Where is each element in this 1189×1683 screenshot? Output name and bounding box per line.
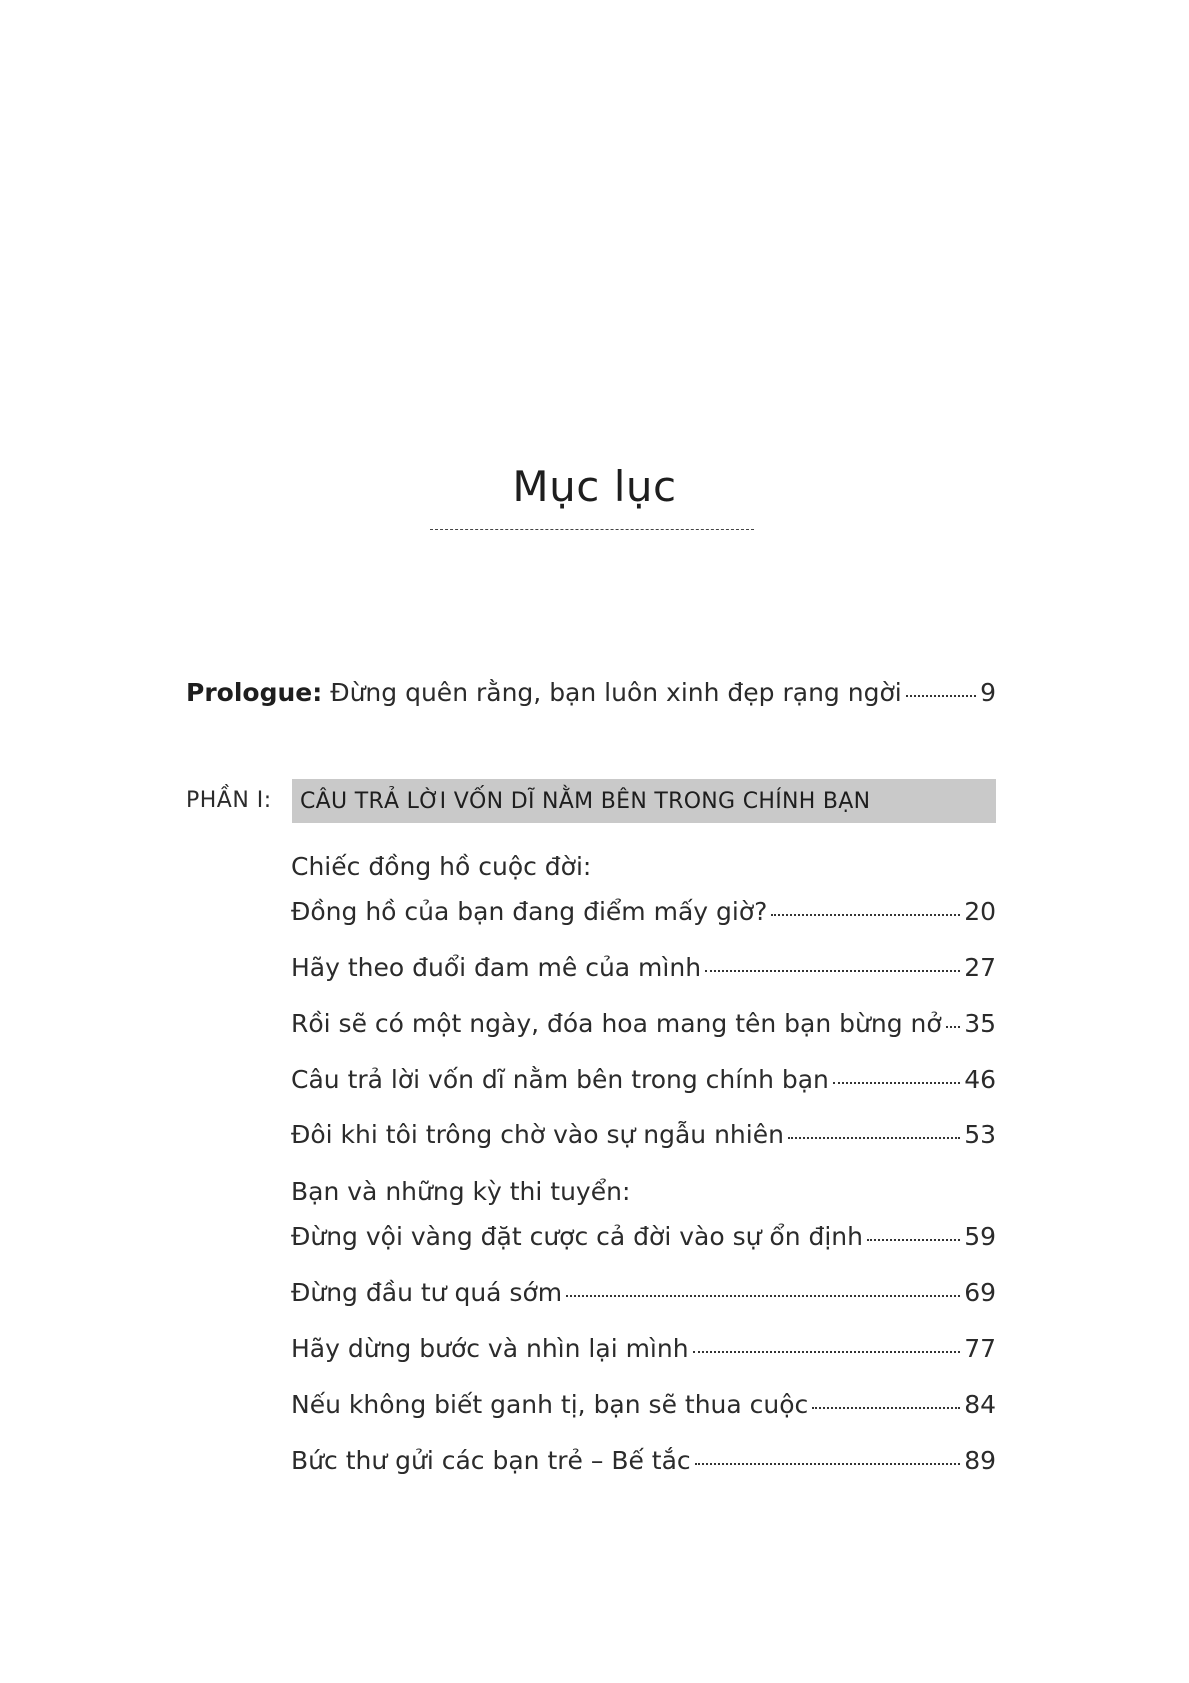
dot-leader — [812, 1407, 960, 1409]
page-number: 53 — [964, 1120, 996, 1149]
page-number: 20 — [964, 897, 996, 926]
page-number: 59 — [964, 1222, 996, 1251]
toc-entry-title: Nếu không biết ganh tị, bạn sẽ thua cuộc — [291, 1390, 809, 1419]
page-number: 9 — [980, 678, 996, 707]
page-title: Mục lục — [512, 462, 677, 511]
title-divider — [430, 529, 754, 530]
toc-entry-title: Rồi sẽ có một ngày, đóa hoa mang tên bạn bừng nở — [291, 1009, 942, 1038]
toc-entry[interactable] — [291, 1009, 996, 1038]
prologue-label: Prologue: — [186, 678, 323, 707]
toc-entry[interactable] — [291, 1065, 996, 1094]
toc-entry-title: Hãy dừng bước và nhìn lại mình — [291, 1334, 689, 1363]
toc-entry[interactable] — [291, 1390, 996, 1419]
page-number: 35 — [964, 1009, 996, 1038]
dot-leader — [946, 1026, 961, 1028]
toc-entry[interactable] — [291, 1278, 996, 1307]
page-number: 77 — [964, 1334, 996, 1363]
dot-leader — [705, 970, 960, 972]
toc-entry[interactable] — [291, 1120, 996, 1149]
dot-leader — [693, 1351, 961, 1353]
toc-entry[interactable] — [291, 1334, 996, 1363]
toc-entry[interactable] — [291, 897, 996, 926]
dot-leader — [867, 1239, 960, 1241]
toc-entry-subtitle: Bạn và những kỳ thi tuyển: — [291, 1177, 631, 1206]
part-label: PHẦN I: — [186, 788, 272, 813]
toc-entry-title: Đừng vội vàng đặt cược cả đời vào sự ổn định — [291, 1222, 863, 1251]
page-number: 89 — [964, 1446, 996, 1475]
toc-entry-title: Hãy theo đuổi đam mê của mình — [291, 953, 702, 982]
part-title: CÂU TRẢ LỜI VỐN DĨ NẰM BÊN TRONG CHÍNH BẠN — [300, 789, 871, 814]
page-number: 84 — [964, 1390, 996, 1419]
dot-leader — [833, 1082, 960, 1084]
toc-entry[interactable] — [291, 1222, 996, 1251]
toc-entry[interactable] — [291, 1446, 996, 1475]
page-number: 46 — [964, 1065, 996, 1094]
toc-entry-title: Đồng hồ của bạn đang điểm mấy giờ? — [291, 897, 768, 926]
dot-leader — [566, 1295, 960, 1297]
toc-entry-subtitle: Chiếc đồng hồ cuộc đời: — [291, 852, 592, 881]
dot-leader — [695, 1463, 961, 1465]
dot-leader — [788, 1137, 960, 1139]
page-number: 69 — [964, 1278, 996, 1307]
toc-entry-title: Đôi khi tôi trông chờ vào sự ngẫu nhiên — [291, 1120, 784, 1149]
page-number: 27 — [964, 953, 996, 982]
toc-entry-title: Đừng đầu tư quá sớm — [291, 1278, 563, 1307]
toc-entry-prologue[interactable] — [186, 678, 996, 707]
dot-leader — [771, 914, 960, 916]
toc-entry-title: Câu trả lời vốn dĩ nằm bên trong chính bạn — [291, 1065, 829, 1094]
toc-entry-title: Bức thư gửi các bạn trẻ – Bế tắc — [291, 1446, 691, 1475]
dot-leader — [906, 695, 976, 697]
toc-entry[interactable] — [291, 953, 996, 982]
prologue-title: Đừng quên rằng, bạn luôn xinh đẹp rạng ngời — [330, 678, 902, 707]
